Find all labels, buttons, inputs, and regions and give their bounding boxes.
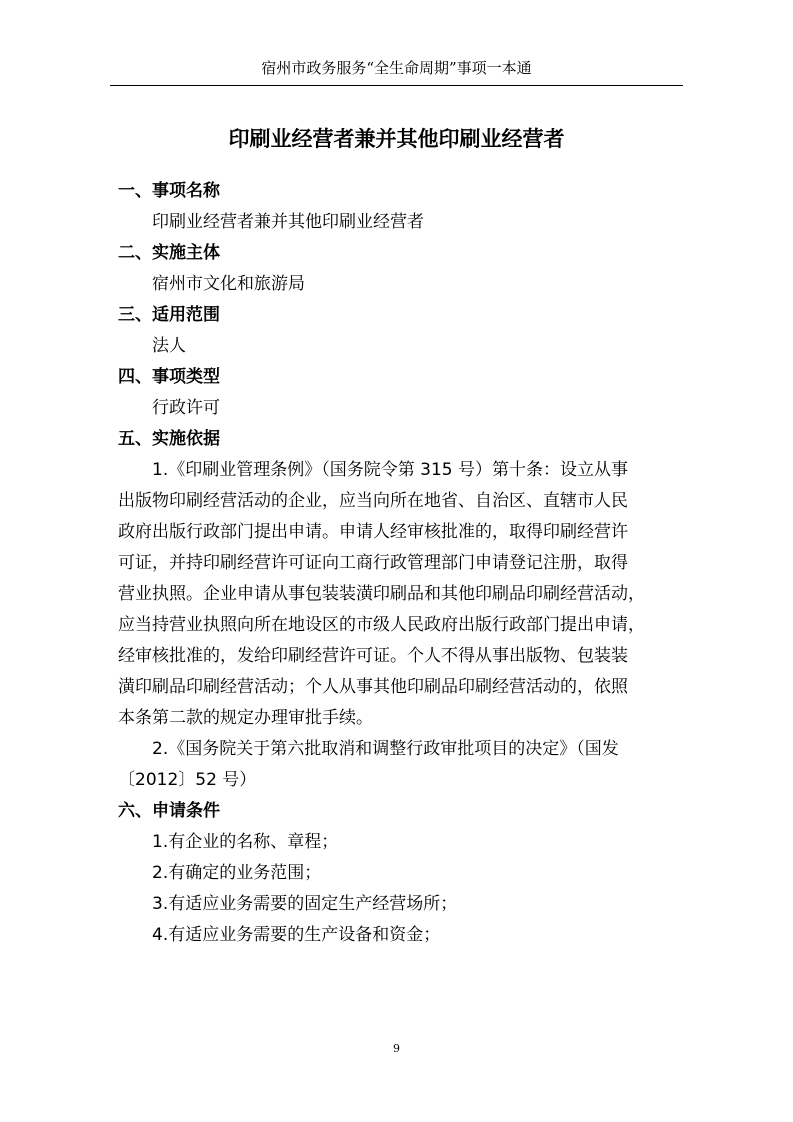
condition-item: 3.有适应业务需要的固定生产经营场所；: [152, 894, 458, 914]
condition-item: 2.有确定的业务范围；: [152, 863, 322, 883]
section-heading-legal-basis: 五、实施依据: [118, 429, 220, 449]
condition-item: 1.有企业的名称、章程；: [152, 832, 339, 852]
paragraph-line: 可证，并持印刷经营许可证向工商行政管理部门申请登记注册，取得: [118, 553, 628, 573]
paragraph-line: 应当持营业执照向所在地设区的市级人民政府出版行政部门提出申请，: [118, 615, 645, 635]
legal-basis-paragraph-1: [118, 455, 690, 734]
paragraph-line: 出版物印刷经营活动的企业，应当向所在地省、自治区、直辖市人民: [118, 491, 628, 511]
section-heading-item-name: 一、事项名称: [118, 181, 220, 201]
running-header: 宿州市政务服务“全生命周期”事项一本通: [261, 59, 532, 77]
paragraph-line: 潢印刷品印刷经营活动；个人从事其他印刷品印刷经营活动的，依照: [118, 677, 628, 697]
document-title: 印刷业经营者兼并其他印刷业经营者: [228, 127, 565, 151]
section-heading-scope: 三、适用范围: [118, 305, 220, 325]
section-heading-item-type: 四、事项类型: [118, 367, 220, 387]
paragraph-line: 2.《国务院关于第六批取消和调整行政审批项目的决定》（国发: [152, 739, 619, 759]
condition-item: 4.有适应业务需要的生产设备和资金；: [152, 925, 441, 945]
section-heading-conditions: 六、申请条件: [118, 801, 220, 821]
section-value-scope: 法人: [152, 336, 186, 356]
section-value-item-name: 印刷业经营者兼并其他印刷业经营者: [152, 212, 424, 232]
legal-basis-paragraph-2: [118, 734, 690, 796]
paragraph-line: 经审核批准的，发给印刷经营许可证。个人不得从事出版物、包装装: [118, 646, 628, 666]
paragraph-line: 本条第二款的规定办理审批手续。: [118, 708, 373, 728]
paragraph-line: 政府出版行政部门提出申请。申请人经审核批准的，取得印刷经营许: [118, 522, 628, 542]
paragraph-line: 〔2012〕52 号）: [118, 770, 257, 790]
section-heading-implementing-body: 二、实施主体: [118, 243, 220, 263]
page-number: 9: [393, 1042, 400, 1055]
document-body: [118, 176, 690, 951]
section-value-implementing-body: 宿州市文化和旅游局: [152, 274, 305, 294]
paragraph-line: 营业执照。企业申请从事包装装潢印刷品和其他印刷品印刷经营活动，: [118, 584, 645, 604]
header-rule: [110, 85, 683, 86]
section-value-item-type: 行政许可: [152, 398, 220, 418]
paragraph-line: 1.《印刷业管理条例》（国务院令第 315 号）第十条：设立从事: [152, 460, 628, 480]
